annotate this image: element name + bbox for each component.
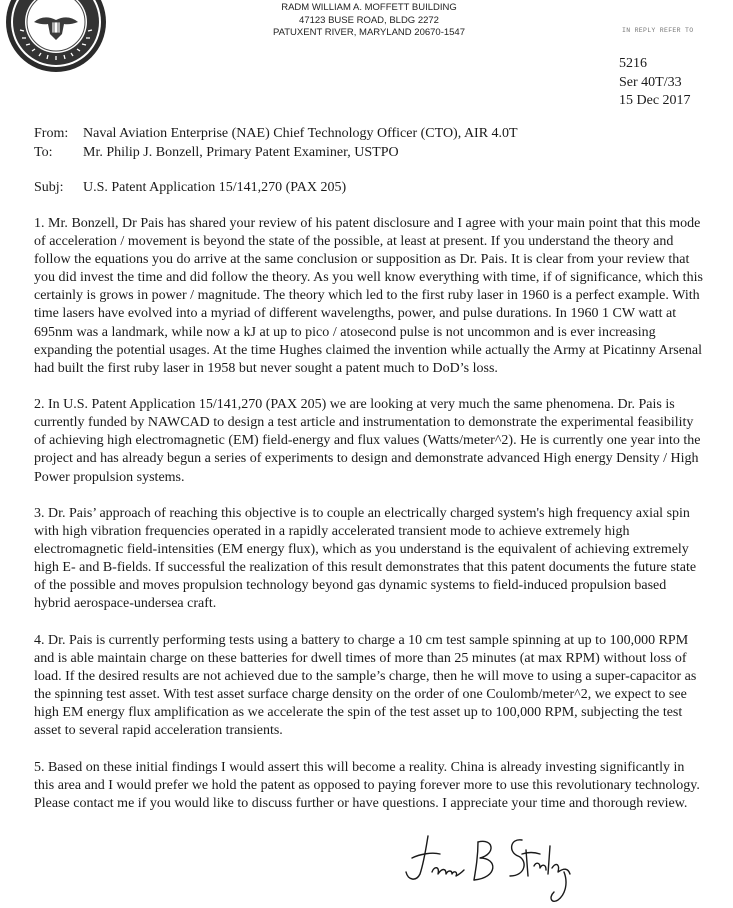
letter-date: 15 Dec 2017 <box>619 93 691 108</box>
from-label: From: <box>34 126 69 141</box>
serial-number: Ser 40T/33 <box>619 74 682 90</box>
paragraph-4: 4. Dr. Pais is currently performing tests using a battery to charge a 10 cm test sample spinning at up to 100,000 RPM and is able maintain charge on these batteries for dwell times of more than 25 minutes (at max RPM) without loss of load. If the desired results are not achieved due to the sample’s charge, then he will move to using a super-capacitor as the spinning test asset. With test asset surface charge density on the order of one Coulomb/meter^2, we expect to see high EM energy flux amplification as we accelerate the spin of the test asset up to 100,000 RPM, subjecting the test asset to several rapid acceleration transients. <box>34 632 697 739</box>
reference-block <box>619 55 691 111</box>
letterhead-street: 47123 BUSE ROAD, BLDG 2272 <box>299 14 439 26</box>
letterhead <box>250 2 488 40</box>
ssic-number: 5216 <box>619 56 647 71</box>
to-value: Mr. Philip J. Bonzell, Primary Patent Examiner, USTPO <box>83 144 399 160</box>
letter-body <box>34 215 706 831</box>
to-label: To: <box>34 144 53 160</box>
subject-value: U.S. Patent Application 15/141,270 (PAX 205) <box>83 180 347 195</box>
paragraph-2: 2. In U.S. Patent Application 15/141,270 (PAX 205) we are looking at very much the same phenomena. Dr. Pais is currently funded by NAWCAD to design a test article and instrumentation to demonstrate the experimental feasibility of achieving high electromagnetic (EM) field-energy and flux values (Watts/meter^2). He is currently one year into the project and has already begun a series of experiments to design and demonstrate advanced High energy Density / High Power propulsion systems. <box>34 397 701 485</box>
paragraph-1: 1. Mr. Bonzell, Dr Pais has shared your review of his patent disclosure and I agree with your main point that this mode of acceleration / movement is beyond the state of the possible, at least at present. If you understand the theory and follow the equations you do arrive at the same conclusion or supposition as Dr. Pais. It is clear from your review that you did invest the time and did follow the theory. As you well know everything with time, if of significance, which this certainly is grows in power / magnitude. The theory which led to the first ruby laser in 1960 is a perfect example. With time lasers have evolved into a myriad of different wavelengths, power, and pulse durations. In 1960 1 CW watt at 695nm was a landmark, while now a kJ at up to pico / atosecond pulse is not uncommon and is ever increasing expanding the potential usages. At the time Hughes claimed the invention while actually the Army at Picatinny Arsenal had built the first ruby laser in 1958 but never sought a patent much to DoD’s loss. <box>34 216 703 376</box>
subject-label: Subj: <box>34 180 64 195</box>
reply-refer-to-label: IN REPLY REFER TO <box>622 27 694 34</box>
from-line <box>34 125 518 144</box>
to-line <box>34 144 518 163</box>
handwritten-signature <box>398 828 580 908</box>
letterhead-city: PATUXENT RIVER, MARYLAND 20670-1547 <box>272 27 465 39</box>
subject-line <box>34 179 346 198</box>
department-seal-icon <box>4 0 108 74</box>
address-block <box>34 125 518 162</box>
paragraph-5: 5. Based on these initial findings I would assert this will become a reality. China is already investing significantly in this area and I would prefer we hold the patent as opposed to paying forever more to use this revolutionary technology. Please contact me if you would like to discuss further or have questions. I appreciate your time and thorough review. <box>34 759 700 811</box>
from-value: Naval Aviation Enterprise (NAE) Chief Technology Officer (CTO), AIR 4.0T <box>83 126 518 141</box>
paragraph-3: 3. Dr. Pais’ approach of reaching this objective is to couple an electrically charged system's high frequency axial spin with high vibration frequencies operated in a rapidly accelerated transient mode to achieve extremely high electromagnetic field-intensities (EM energy flux), which as you understand is the equivalent of achieving extremely high E- and B-fields. If successful the realization of this result demonstrates that this patent documents the future state of the possible and moves propulsion technology beyond gas dynamic systems to field-induced propulsion based hybrid aerospace-undersea craft. <box>34 505 697 612</box>
letterhead-building: RADM WILLIAM A. MOFFETT BUILDING <box>281 2 457 13</box>
